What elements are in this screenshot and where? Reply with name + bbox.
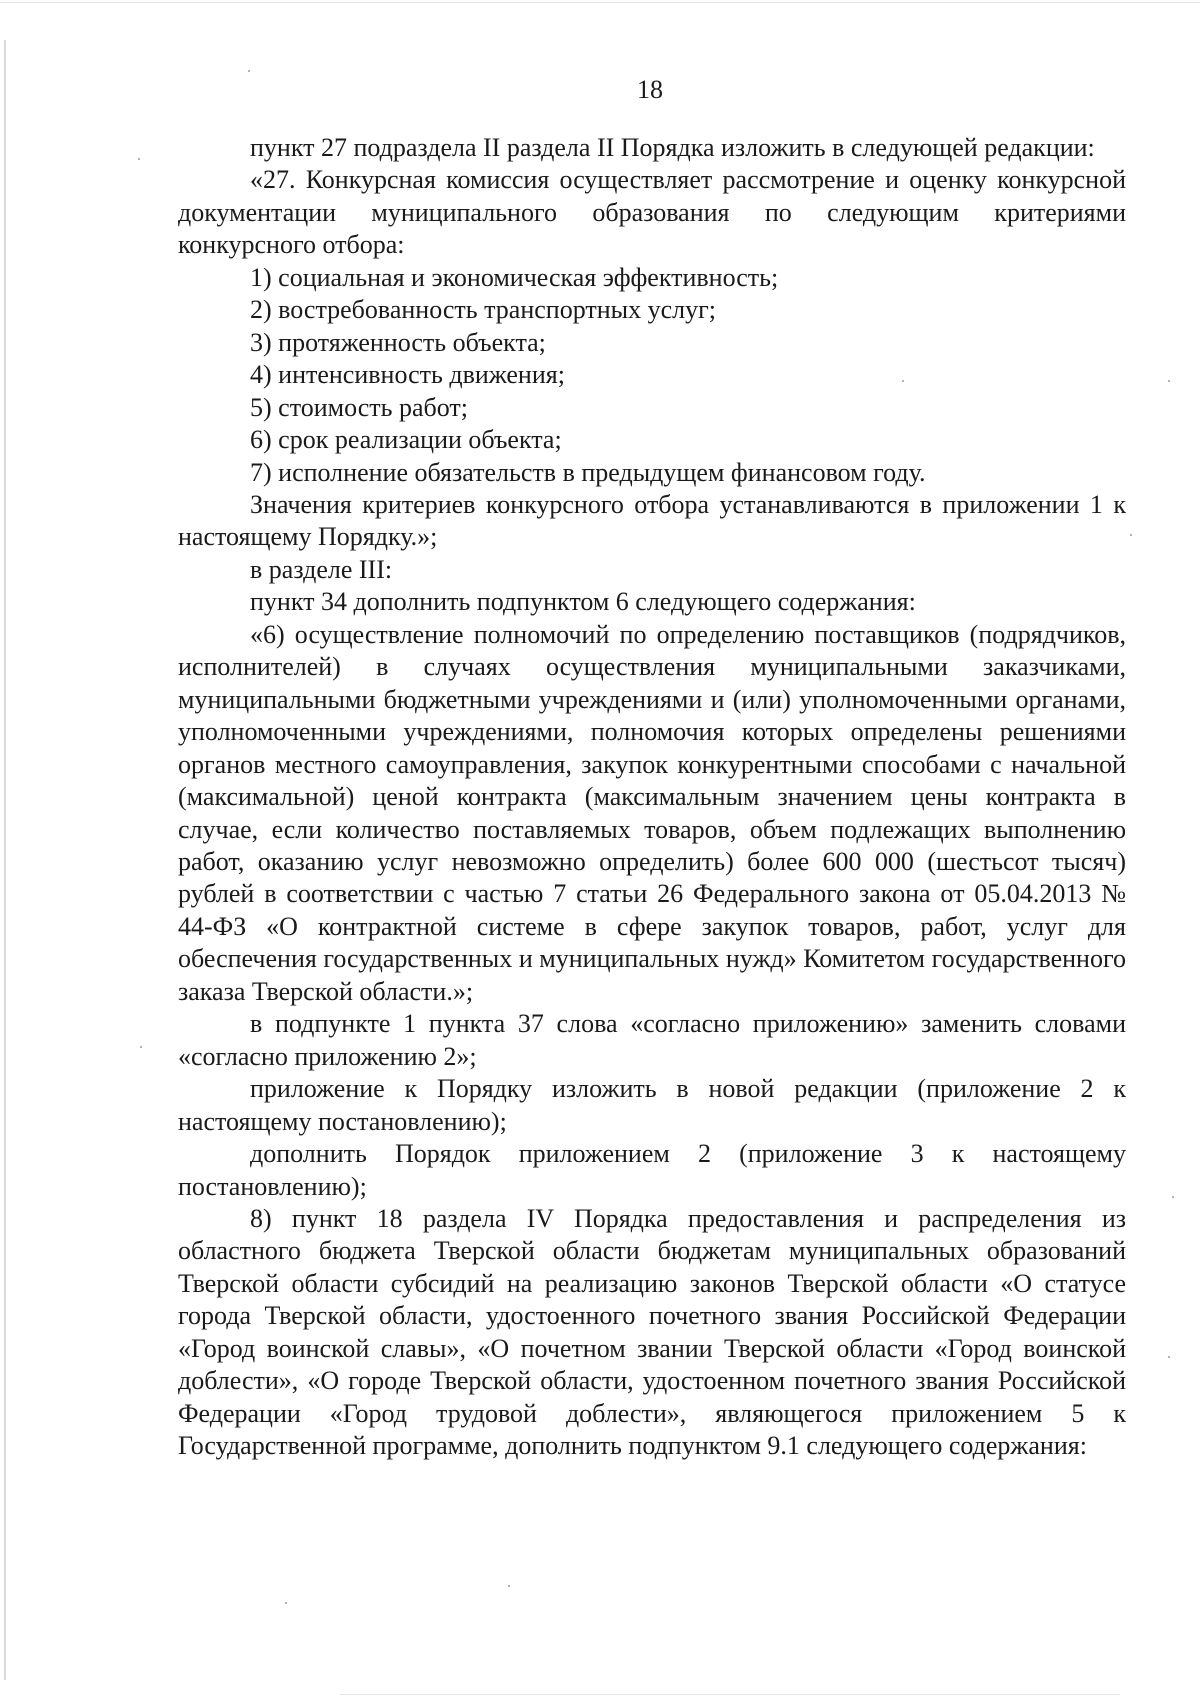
list-item: 3) протяженность объекта; <box>250 327 546 357</box>
scan-edge-bottom <box>340 1694 1120 1695</box>
scan-speck <box>508 1585 510 1587</box>
document-body <box>178 132 1126 1463</box>
scan-edge-top <box>0 2 1200 3</box>
scan-speck <box>1168 1356 1170 1358</box>
scan-speck <box>140 1046 142 1048</box>
list-item: пункт 34 дополнить подпунктом 6 следующего содержания: <box>250 587 916 617</box>
scan-speck <box>248 70 250 72</box>
paragraph: 8) пункт 18 раздела IV Порядка предоставления и распределения из областного бюджета Тверской области бюджетам муниципальных образований Тверской области субсидий на реализацию законов Тверской области «О статусе города Тверской области, удостоенного почетного звания Российской Федерации «Город воинской славы», «О почетном звании Тверской области «Город воинской доблести», «О городе Тверской области, удостоенном почетного звания Российской Федерации «Город трудовой доблести», являющегося приложением 5 к Государственной программе, дополнить подпунктом 9.1 следующего содержания: <box>178 1203 1126 1461</box>
paragraph: Значения критериев конкурсного отбора устанавливаются в приложении 1 к настоящему Порядку.»; <box>178 489 1126 552</box>
list-item: в разделе III: <box>250 554 393 584</box>
list-item: 6) срок реализации объекта; <box>250 425 562 455</box>
scan-speck <box>285 1602 287 1604</box>
paragraph: пункт 27 подраздела II раздела II Порядка изложить в следующей редакции: <box>250 133 1095 162</box>
list-item: 1) социальная и экономическая эффективность; <box>250 262 779 292</box>
scan-speck <box>1130 534 1132 536</box>
paragraph: «27. Конкурсная комиссия осуществляет рассмотрение и оценку конкурсной документации муниципального образования по следующим критериями конкурсного отбора: <box>178 165 1126 260</box>
page-number: 18 <box>637 75 663 104</box>
scan-edge-left <box>4 40 6 1680</box>
list-item: 5) стоимость работ; <box>250 392 469 422</box>
paragraph: приложение к Порядку изложить в новой редакции (приложение 2 к настоящему постановлению); <box>178 1074 1126 1136</box>
paragraph: в подпункте 1 пункта 37 слова «согласно приложению» заменить словами «согласно приложению 2»; <box>178 1009 1126 1071</box>
scan-speck <box>1172 1196 1174 1198</box>
paragraph: дополнить Порядок приложением 2 (приложение 3 к настоящему постановлению); <box>178 1139 1126 1201</box>
list-item: 2) востребованность транспортных услуг; <box>250 295 716 325</box>
list-item: 4) интенсивность движения; <box>250 360 565 390</box>
list-item: 7) исполнение обязательств в предыдущем финансовом году. <box>250 457 926 487</box>
paragraph: «6) осуществление полномочий по определению поставщиков (подрядчиков, исполнителей) в случаях осуществления муниципальными заказчиками, муниципальными бюджетными учреждениями и (или) уполномоченными органами, уполномоченными учреждениями, полномочия которых определены решениями органов местного самоуправления, закупок конкурентными способами с начальной (максимальной) ценой контракта (максимальным значением цены контракта в случае, если количество поставляемых товаров, объем подлежащих выполнению работ, оказанию услуг невозможно определить) более 600 000 (шестьсот тысяч) рублей в соответствии с частью 7 статьи 26 Федерального закона от 05.04.2013 № 44-ФЗ «О контрактной системе в сфере закупок товаров, работ, услуг для обеспечения государственных и муниципальных нужд» Комитетом государственного заказа Тверской области.»; <box>178 619 1126 1006</box>
scan-speck <box>1168 380 1170 382</box>
scan-speck <box>138 158 140 160</box>
